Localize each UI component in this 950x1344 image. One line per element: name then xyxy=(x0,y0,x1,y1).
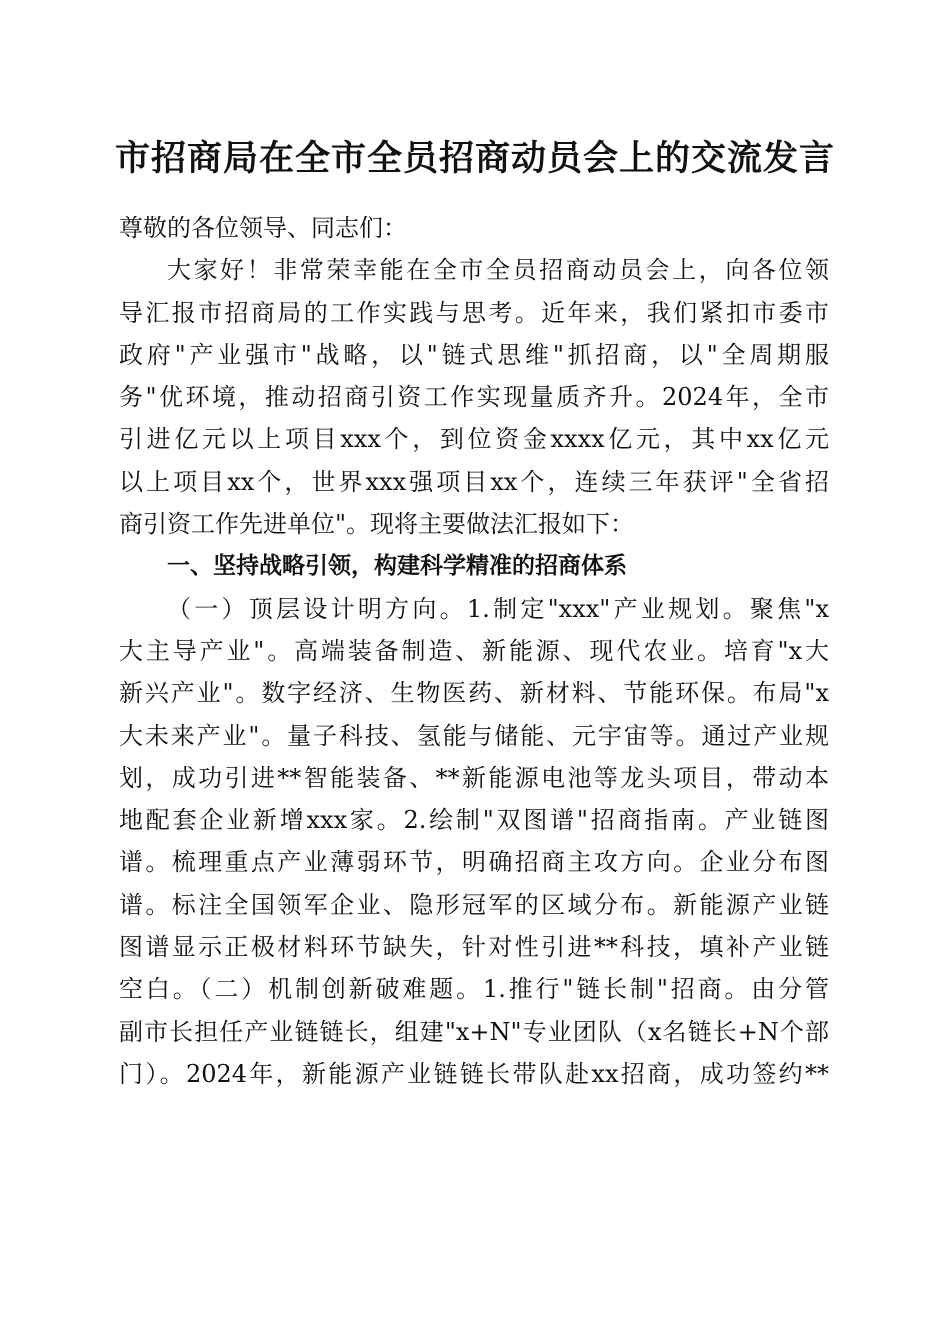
text-line: 导汇报市招商局的工作实践与思考。近年来，我们紧扣市委市 xyxy=(119,298,829,327)
text-line: （一）顶层设计明方向。1.制定"xxx"产业规划。聚焦"x xyxy=(167,594,829,623)
document-body xyxy=(119,207,829,1095)
paragraph-lines xyxy=(119,249,829,1095)
text-line: 副市长担任产业链链长，组建"x+N"专业团队（x名链长+N个部 xyxy=(119,1017,829,1046)
text-line: 大家好！非常荣幸能在全市全员招商动员会上，向各位领 xyxy=(167,256,829,285)
salutation: 尊敬的各位领导、同志们： xyxy=(119,214,407,242)
text-line: 谱。梳理重点产业薄弱环节，明确招商主攻方向。企业分布图 xyxy=(119,848,829,877)
text-line: 政府"产业强市"战略，以"链式思维"抓招商，以"全周期服 xyxy=(119,340,829,369)
text-line: 大主导产业"。高端装备制造、新能源、现代农业。培育"x大 xyxy=(119,636,829,665)
text-line: 谱。标注全国领军企业、隐形冠军的区域分布。新能源产业链 xyxy=(119,890,829,919)
text-line: 务"优环境，推动招商引资工作实现量质齐升。2024年，全市 xyxy=(119,383,829,412)
text-line: 划，成功引进**智能装备、**新能源电池等龙头项目，带动本 xyxy=(119,763,829,792)
text-line: 引进亿元以上项目xxx个，到位资金xxxx亿元，其中xx亿元 xyxy=(119,425,829,454)
text-line: 以上项目xx个，世界xxx强项目xx个，连续三年获评"全省招 xyxy=(119,467,829,496)
text-line: 门）。2024年，新能源产业链链长带队赴xx招商，成功签约** xyxy=(119,1059,829,1088)
text-line: 大未来产业"。量子科技、氢能与储能、元宇宙等。通过产业规 xyxy=(119,721,829,750)
document-title: 市招商局在全市全员招商动员会上的交流发言 xyxy=(114,138,835,179)
text-line: 图谱显示正极材料环节缺失，针对性引进**科技，填补产业链 xyxy=(119,933,829,962)
text-line: 新兴产业"。数字经济、生物医药、新材料、节能环保。布局"x xyxy=(119,679,829,708)
text-line: 商引资工作先进单位"。现将主要做法汇报如下： xyxy=(119,510,635,539)
section-heading: 一、坚持战略引领，构建科学精准的招商体系 xyxy=(167,553,627,580)
text-line: 空白。（二）机制创新破难题。1.推行"链长制"招商。由分管 xyxy=(119,975,829,1004)
text-line: 地配套企业新增xxx家。2.绘制"双图谱"招商指南。产业链图 xyxy=(119,806,829,835)
